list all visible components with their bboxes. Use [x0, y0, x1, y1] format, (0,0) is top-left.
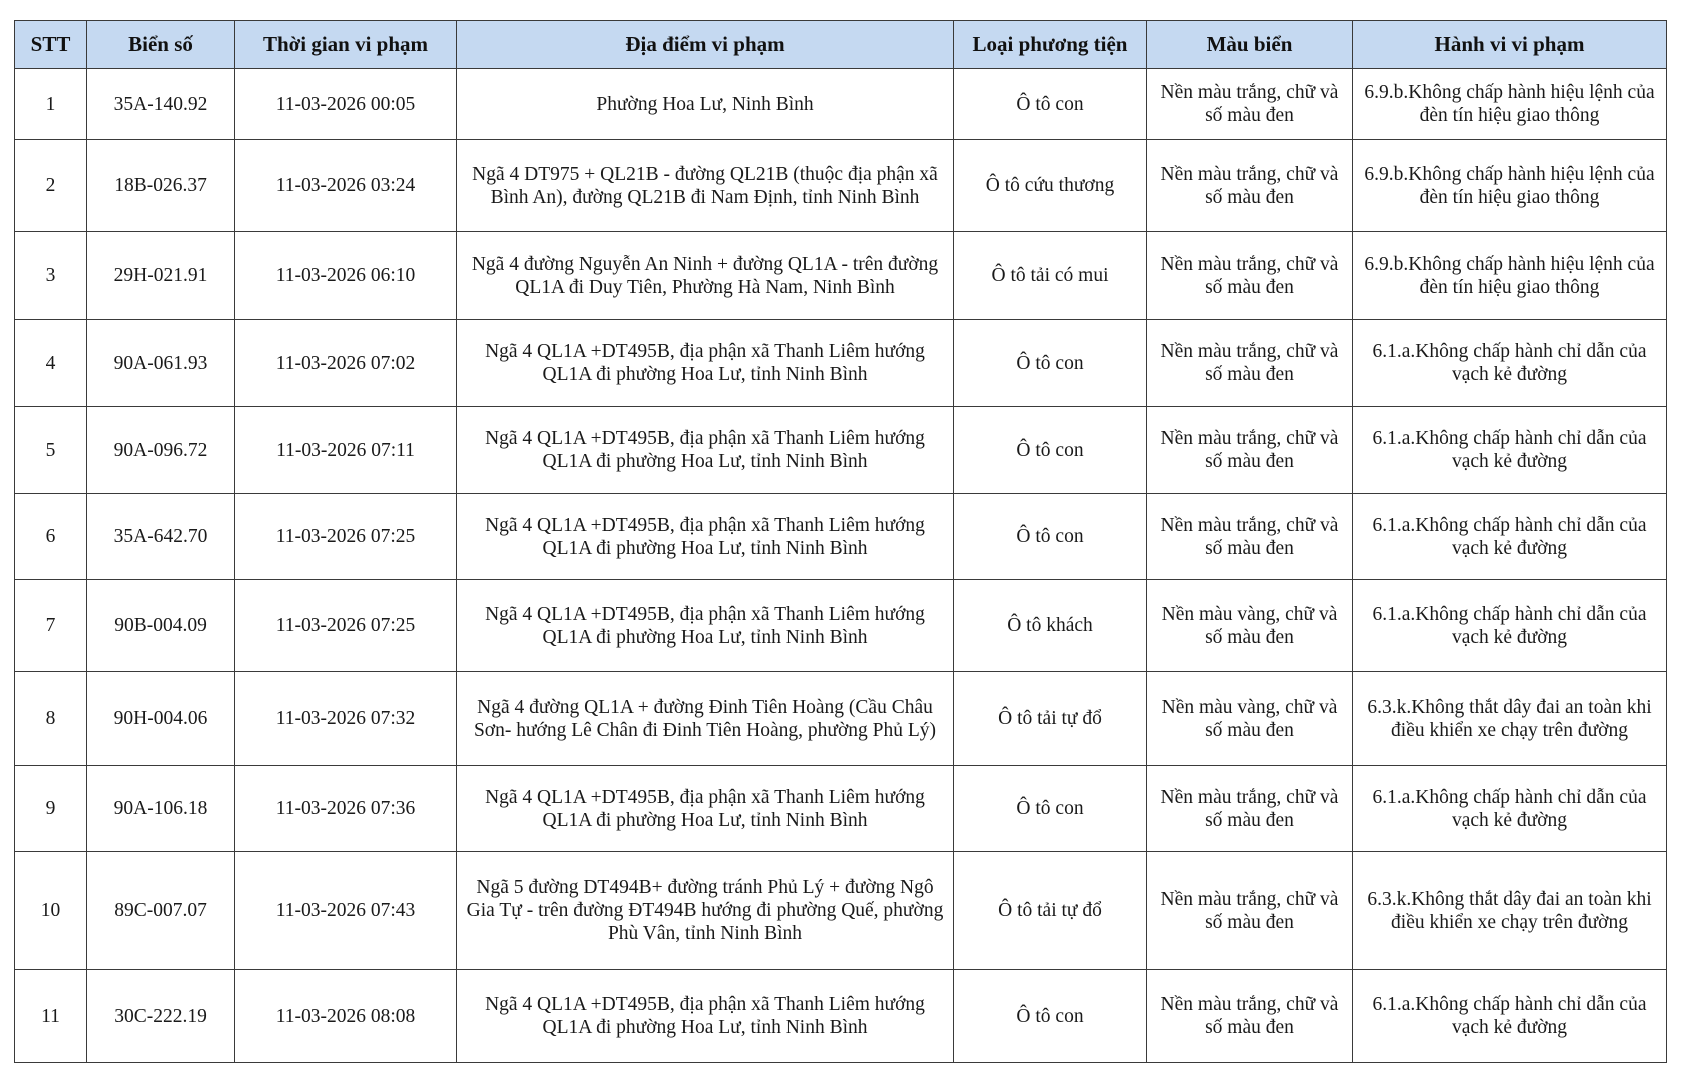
- cell-location: Ngã 4 đường Nguyễn An Ninh + đường QL1A - trên đường QL1A đi Duy Tiên, Phường Hà Nam, Ninh Bình: [457, 232, 954, 320]
- cell-plate-color: Nền màu trắng, chữ và số màu đen: [1147, 766, 1353, 852]
- cell-violation: 6.1.a.Không chấp hành chỉ dẫn của vạch kẻ đường: [1353, 970, 1667, 1063]
- cell-stt: 4: [15, 320, 87, 407]
- cell-stt: 9: [15, 766, 87, 852]
- cell-plate: 90A-096.72: [87, 407, 235, 494]
- cell-violation: 6.9.b.Không chấp hành hiệu lệnh của đèn tín hiệu giao thông: [1353, 140, 1667, 232]
- table-row: [15, 580, 1667, 672]
- header-row: [15, 21, 1667, 69]
- cell-vehicle: Ô tô cứu thương: [954, 140, 1147, 232]
- header-plate: Biển số: [87, 21, 235, 69]
- cell-plate: 89C-007.07: [87, 852, 235, 970]
- cell-vehicle: Ô tô con: [954, 970, 1147, 1063]
- cell-vehicle: Ô tô tải tự đổ: [954, 672, 1147, 766]
- cell-vehicle: Ô tô con: [954, 407, 1147, 494]
- cell-time: 11-03-2026 06:10: [235, 232, 457, 320]
- cell-violation: 6.1.a.Không chấp hành chỉ dẫn của vạch kẻ đường: [1353, 580, 1667, 672]
- cell-time: 11-03-2026 07:11: [235, 407, 457, 494]
- cell-stt: 8: [15, 672, 87, 766]
- cell-plate-color: Nền màu trắng, chữ và số màu đen: [1147, 140, 1353, 232]
- cell-time: 11-03-2026 07:02: [235, 320, 457, 407]
- cell-vehicle: Ô tô con: [954, 494, 1147, 580]
- cell-vehicle: Ô tô tải có mui: [954, 232, 1147, 320]
- cell-location: Phường Hoa Lư, Ninh Bình: [457, 69, 954, 140]
- table-row: [15, 407, 1667, 494]
- table-row: [15, 140, 1667, 232]
- cell-stt: 7: [15, 580, 87, 672]
- cell-violation: 6.1.a.Không chấp hành chỉ dẫn của vạch kẻ đường: [1353, 320, 1667, 407]
- header-plate-color: Màu biển: [1147, 21, 1353, 69]
- cell-plate: 35A-642.70: [87, 494, 235, 580]
- cell-location: Ngã 4 DT975 + QL21B - đường QL21B (thuộc địa phận xã Bình An), đường QL21B đi Nam Định, tỉnh Ninh Bình: [457, 140, 954, 232]
- cell-location: Ngã 4 đường QL1A + đường Đinh Tiên Hoàng (Cầu Châu Sơn- hướng Lê Chân đi Đinh Tiên Hoàng, phường Phủ Lý): [457, 672, 954, 766]
- cell-location: Ngã 4 QL1A +DT495B, địa phận xã Thanh Liêm hướng QL1A đi phường Hoa Lư, tỉnh Ninh Bình: [457, 407, 954, 494]
- cell-stt: 1: [15, 69, 87, 140]
- cell-plate: 29H-021.91: [87, 232, 235, 320]
- cell-plate-color: Nền màu trắng, chữ và số màu đen: [1147, 232, 1353, 320]
- cell-plate: 90A-106.18: [87, 766, 235, 852]
- cell-plate-color: Nền màu trắng, chữ và số màu đen: [1147, 69, 1353, 140]
- cell-violation: 6.3.k.Không thắt dây đai an toàn khi điều khiển xe chạy trên đường: [1353, 672, 1667, 766]
- header-stt: STT: [15, 21, 87, 69]
- table-row: [15, 69, 1667, 140]
- cell-time: 11-03-2026 08:08: [235, 970, 457, 1063]
- cell-vehicle: Ô tô khách: [954, 580, 1147, 672]
- cell-plate: 90A-061.93: [87, 320, 235, 407]
- table-row: [15, 232, 1667, 320]
- header-location: Địa điểm vi phạm: [457, 21, 954, 69]
- cell-stt: 11: [15, 970, 87, 1063]
- cell-violation: 6.1.a.Không chấp hành chỉ dẫn của vạch kẻ đường: [1353, 494, 1667, 580]
- cell-vehicle: Ô tô con: [954, 320, 1147, 407]
- cell-plate: 90H-004.06: [87, 672, 235, 766]
- cell-violation: 6.1.a.Không chấp hành chỉ dẫn của vạch kẻ đường: [1353, 407, 1667, 494]
- table-row: [15, 852, 1667, 970]
- header-vehicle: Loại phương tiện: [954, 21, 1147, 69]
- cell-plate-color: Nền màu vàng, chữ và số màu đen: [1147, 672, 1353, 766]
- cell-location: Ngã 5 đường DT494B+ đường tránh Phủ Lý + đường Ngô Gia Tự - trên đường ĐT494B hướng đi phường Quế, phường Phù Vân, tỉnh Ninh Bình: [457, 852, 954, 970]
- cell-plate: 30C-222.19: [87, 970, 235, 1063]
- violations-table: [14, 20, 1667, 1063]
- cell-vehicle: Ô tô con: [954, 69, 1147, 140]
- cell-location: Ngã 4 QL1A +DT495B, địa phận xã Thanh Liêm hướng QL1A đi phường Hoa Lư, tỉnh Ninh Bình: [457, 766, 954, 852]
- cell-time: 11-03-2026 03:24: [235, 140, 457, 232]
- table-row: [15, 320, 1667, 407]
- cell-plate-color: Nền màu vàng, chữ và số màu đen: [1147, 580, 1353, 672]
- cell-vehicle: Ô tô tải tự đổ: [954, 852, 1147, 970]
- cell-plate-color: Nền màu trắng, chữ và số màu đen: [1147, 852, 1353, 970]
- cell-plate-color: Nền màu trắng, chữ và số màu đen: [1147, 494, 1353, 580]
- cell-time: 11-03-2026 07:32: [235, 672, 457, 766]
- cell-time: 11-03-2026 07:25: [235, 580, 457, 672]
- table-row: [15, 970, 1667, 1063]
- cell-violation: 6.3.k.Không thắt dây đai an toàn khi điều khiển xe chạy trên đường: [1353, 852, 1667, 970]
- cell-location: Ngã 4 QL1A +DT495B, địa phận xã Thanh Liêm hướng QL1A đi phường Hoa Lư, tỉnh Ninh Bình: [457, 320, 954, 407]
- cell-vehicle: Ô tô con: [954, 766, 1147, 852]
- cell-violation: 6.9.b.Không chấp hành hiệu lệnh của đèn tín hiệu giao thông: [1353, 69, 1667, 140]
- header-violation: Hành vi vi phạm: [1353, 21, 1667, 69]
- cell-stt: 2: [15, 140, 87, 232]
- cell-stt: 5: [15, 407, 87, 494]
- table-row: [15, 672, 1667, 766]
- cell-plate-color: Nền màu trắng, chữ và số màu đen: [1147, 407, 1353, 494]
- cell-time: 11-03-2026 07:25: [235, 494, 457, 580]
- cell-stt: 3: [15, 232, 87, 320]
- cell-plate-color: Nền màu trắng, chữ và số màu đen: [1147, 970, 1353, 1063]
- cell-time: 11-03-2026 07:43: [235, 852, 457, 970]
- cell-time: 11-03-2026 07:36: [235, 766, 457, 852]
- cell-time: 11-03-2026 00:05: [235, 69, 457, 140]
- cell-violation: 6.9.b.Không chấp hành hiệu lệnh của đèn tín hiệu giao thông: [1353, 232, 1667, 320]
- cell-plate: 35A-140.92: [87, 69, 235, 140]
- cell-plate: 18B-026.37: [87, 140, 235, 232]
- cell-stt: 6: [15, 494, 87, 580]
- cell-location: Ngã 4 QL1A +DT495B, địa phận xã Thanh Liêm hướng QL1A đi phường Hoa Lư, tỉnh Ninh Bình: [457, 970, 954, 1063]
- cell-violation: 6.1.a.Không chấp hành chỉ dẫn của vạch kẻ đường: [1353, 766, 1667, 852]
- table-row: [15, 766, 1667, 852]
- cell-plate: 90B-004.09: [87, 580, 235, 672]
- header-time: Thời gian vi phạm: [235, 21, 457, 69]
- cell-location: Ngã 4 QL1A +DT495B, địa phận xã Thanh Liêm hướng QL1A đi phường Hoa Lư, tỉnh Ninh Bình: [457, 580, 954, 672]
- cell-plate-color: Nền màu trắng, chữ và số màu đen: [1147, 320, 1353, 407]
- cell-stt: 10: [15, 852, 87, 970]
- table-row: [15, 494, 1667, 580]
- cell-location: Ngã 4 QL1A +DT495B, địa phận xã Thanh Liêm hướng QL1A đi phường Hoa Lư, tỉnh Ninh Bình: [457, 494, 954, 580]
